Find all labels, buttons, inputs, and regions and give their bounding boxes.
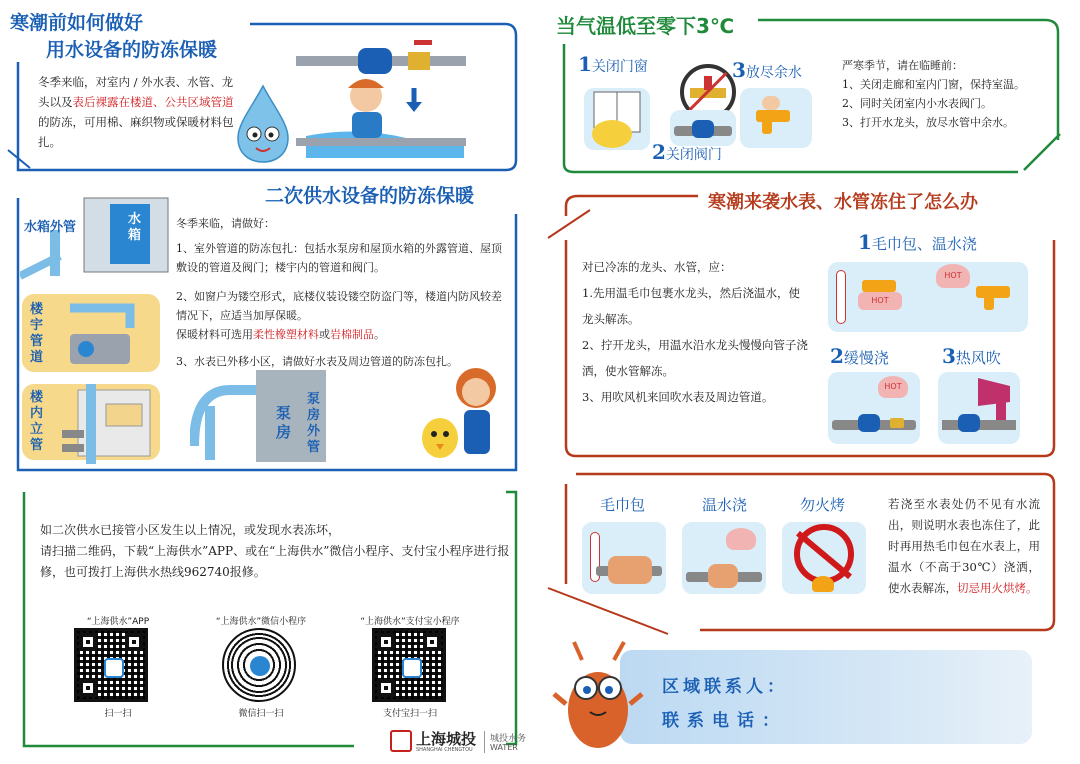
towel-hot-label: HOT	[858, 292, 902, 310]
kettle-hot-label: HOT	[936, 264, 970, 288]
qr-app-bottom-label: 扫一扫	[104, 709, 132, 719]
label-pump-outer-pipe: 泵房外管	[307, 392, 321, 455]
towel-warm-water-box	[828, 262, 1028, 332]
logo-en: SHANGHAI CHENGTOU	[416, 747, 473, 753]
chengtou-logo-icon	[390, 730, 412, 752]
kettle-icon	[726, 528, 756, 550]
logo-cn: 上海城投	[416, 730, 477, 748]
note-3: 3、打开水龙头，放尽水管中余水。	[842, 116, 1014, 129]
section5-item2: 2、拧开龙头，用温水沿水龙头慢慢向管子浇洒，使水管解冻。	[582, 338, 808, 378]
section6-text	[888, 494, 1040, 599]
section2-title: 二次供水设备的防冻保暖	[265, 185, 475, 207]
towel-icon	[608, 556, 652, 584]
label-roof-pipe: 楼宇管道	[30, 302, 44, 365]
step1-label: 关闭门窗	[591, 59, 648, 75]
section3-line2: 请扫描二维码，下载“上海供水”APP、或在“上海供水”微信小程序、支付宝小程序进行报修，也可拨打上海供水热线962740报修。	[40, 544, 510, 579]
s5-step1-label: 毛巾包、温水浇	[871, 235, 977, 253]
qr-code-app[interactable]	[74, 628, 148, 702]
label-tank: 水箱	[128, 212, 142, 243]
logo-sub-en: WATER	[490, 743, 518, 752]
item2b-a: 保暖材料可选用	[176, 328, 253, 341]
note-intro: 严寒季节，请在临睡前：	[842, 59, 963, 72]
section1-text-red: 表后裸露在楼道、公共区域管道	[72, 95, 234, 109]
warm-water-box	[682, 522, 766, 594]
section1-paragraph	[38, 72, 238, 152]
water-logo-icon	[104, 658, 124, 678]
step-close-valve	[652, 140, 722, 164]
item2b-red2: 岩棉制品	[330, 328, 374, 341]
section5-item1: 1.先用温毛巾包裹水龙头，然后浇温水，使龙头解冻。	[582, 286, 800, 326]
step2-label: 关闭阀门	[665, 147, 722, 163]
section3-text	[40, 520, 510, 583]
s5-step3-label: 热风吹	[955, 349, 1001, 367]
step-drain-water	[732, 58, 802, 82]
no-fire-box	[782, 522, 866, 594]
section1-title-line2: 用水设备的防冻保暖	[46, 39, 218, 61]
drain-water-box	[740, 88, 812, 148]
step1-num: 1	[578, 52, 592, 76]
section5-intro: 对已冷冻的龙头、水管，应：	[582, 260, 732, 274]
item2b-mid: 或	[319, 328, 330, 341]
water-logo-icon	[250, 656, 270, 676]
roof-pipe-illustration	[60, 298, 160, 370]
label-tank-outer-pipe: 水箱外管	[24, 220, 77, 235]
shrimp-mascot-icon	[552, 640, 644, 756]
towel-box	[582, 522, 666, 594]
qr-app-top-label: “上海供水”APP	[86, 617, 150, 627]
note-2: 2、同时关闭室内小水表阀门。	[842, 97, 992, 110]
section5-title: 寒潮来袭水表、水管冻住了怎么办	[708, 192, 978, 213]
section2-text	[176, 214, 506, 371]
step-towel-warm-water	[858, 230, 977, 254]
section1-title-line1: 寒潮前如何做好	[10, 12, 144, 34]
item2b-red1: 柔性橡塑材料	[253, 328, 319, 341]
label-warm-water: 温水浇	[702, 496, 748, 514]
section6-text-red: 切忌用火烘烤。	[957, 581, 1038, 595]
qr-alipay-bottom-label: 支付宝扫一扫	[382, 709, 437, 719]
hair-dryer-icon	[938, 372, 1020, 444]
section5-item3: 3、用吹风机来回吹水表及周边管道。	[582, 390, 774, 404]
qr-code-wechat[interactable]	[222, 628, 296, 702]
note-1: 1、关闭走廊和室内门窗，保持室温。	[842, 78, 1025, 91]
section1-text-a: 冬季来临，对室内 / 外水表、水管、龙头以及	[38, 75, 234, 109]
qr-wechat-bottom-label: 微信扫一扫	[238, 709, 284, 719]
step3-label: 放尽余水	[745, 65, 802, 81]
s5-step2-num: 2	[830, 344, 844, 368]
label-towel: 毛巾包	[600, 496, 646, 514]
item2b-end: 。	[374, 328, 385, 341]
inner-riser-illustration	[58, 384, 158, 464]
flame-icon	[812, 576, 834, 592]
label-pump-room: 泵房	[276, 404, 292, 441]
water-logo-icon	[402, 658, 422, 678]
label-inner-riser: 楼内立管	[30, 390, 44, 453]
s5-step2-label: 缓慢浇	[843, 349, 889, 367]
section5-text	[582, 254, 808, 410]
step2-num: 2	[652, 140, 666, 164]
qr-alipay-top-label: “上海供水”支付宝小程序	[360, 617, 460, 627]
section3-line1: 如二次供水已接管小区发生以上情况，或发现水表冻坏，	[40, 523, 341, 537]
qr-code-alipay[interactable]	[372, 628, 446, 702]
plumber-pipe-illustration	[296, 26, 466, 166]
kettle-hot-label-2: HOT	[878, 376, 908, 398]
s5-step1-num: 1	[858, 230, 872, 254]
step3-num: 3	[732, 58, 746, 82]
section4-notes	[842, 56, 1052, 132]
contact-phone-label: 联系电话：	[662, 711, 787, 731]
section1-text-b: 的防冻，可用棉、麻织物或保暖材料包扎。	[38, 115, 234, 149]
section4-title: 当气温低至零下3℃	[556, 14, 735, 38]
label-no-fire: 勿火烤	[800, 496, 846, 514]
logo-sub-cn: 城投水务	[490, 734, 527, 744]
step-slow-pour	[830, 344, 889, 368]
water-drop-mascot-icon	[232, 84, 294, 164]
window-icon	[584, 88, 650, 150]
section2-item1: 1、室外管道的防冻包扎：包括水泵房和屋顶水箱的外露管道、屋顶敷设的管道及阀门；楼宇内的管道和阀门。	[176, 242, 502, 274]
woman-duck-illustration	[418, 364, 508, 464]
slow-pour-box	[828, 372, 920, 444]
section2-item3: 3、水表已外移小区，请做好水表及周边管道的防冻包扎。	[176, 355, 458, 368]
close-window-box	[584, 88, 650, 150]
section6-text-a: 若浇至水表处仍不见有水流出，则说明水表也冻住了，此时再用热毛巾包在水表上，用温水（不高于30℃）浇洒，使水表解冻，	[888, 497, 1040, 595]
s5-step3-num: 3	[942, 344, 956, 368]
section2-item2: 2、如窗户为镂空形式，底楼仪装设镂空防盗门等，楼道内防风较差情况下，应适当加厚保暖。	[176, 290, 502, 322]
section2-item2b	[176, 325, 506, 344]
logo-divider	[484, 731, 485, 753]
water-tank-illustration	[20, 196, 170, 296]
hot-air-box	[938, 372, 1020, 444]
section2-intro: 冬季来临，请做好：	[176, 217, 275, 230]
step-close-windows	[578, 52, 648, 76]
step-hot-air	[942, 344, 1001, 368]
thermometer-icon	[836, 270, 846, 324]
qr-wechat-top-label: “上海供水”微信小程序	[215, 617, 307, 627]
towel-icon	[708, 564, 738, 588]
contact-person-label: 区域联系人：	[662, 677, 788, 697]
